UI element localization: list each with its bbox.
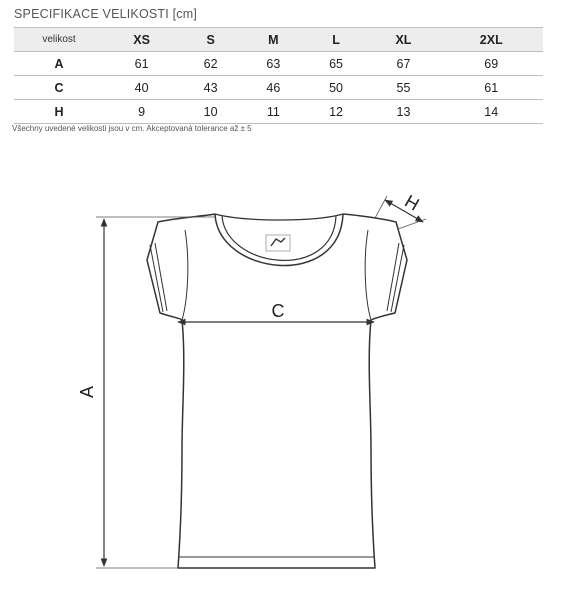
table-cell: 62 [179,52,242,76]
brand-label-icon [266,235,290,251]
table-cell: 61 [440,76,543,100]
dimension-a-label: A [77,385,97,399]
row-label: H [14,100,104,124]
dimension-c [178,301,374,322]
table-cell: 43 [179,76,242,100]
row-label: C [14,76,104,100]
size-header-2xl: 2XL [440,28,543,52]
size-header-xs: XS [104,28,179,52]
size-header-s: S [179,28,242,52]
size-header-xl: XL [367,28,439,52]
dimension-h [375,191,426,229]
dimension-c-label: C [271,301,285,321]
row-label: A [14,52,104,76]
table-cell: 11 [242,100,305,124]
table-cell: 50 [305,76,368,100]
dimension-h-label: H [401,190,423,215]
table-cell: 65 [305,52,368,76]
table-cell: 63 [242,52,305,76]
table-cell: 46 [242,76,305,100]
table-cell: 69 [440,52,543,76]
table-cell: 9 [104,100,179,124]
table-cell: 14 [440,100,543,124]
dimension-a [77,217,215,568]
size-header-l: L [305,28,368,52]
size-header-label: velikost [14,28,104,52]
size-header-m: M [242,28,305,52]
table-cell: 40 [104,76,179,100]
page-title: SPECIFIKACE VELIKOSTI [cm] [14,7,198,21]
table-cell: 12 [305,100,368,124]
table-cell: 55 [367,76,439,100]
table-cell: 67 [367,52,439,76]
tshirt-outline [147,214,407,568]
table-cell: 10 [179,100,242,124]
tolerance-note: Všechny uvedené velikosti jsou v cm. Akceptovaná tolerance až ± 5 [12,124,252,133]
table-cell: 61 [104,52,179,76]
table-cell: 13 [367,100,439,124]
